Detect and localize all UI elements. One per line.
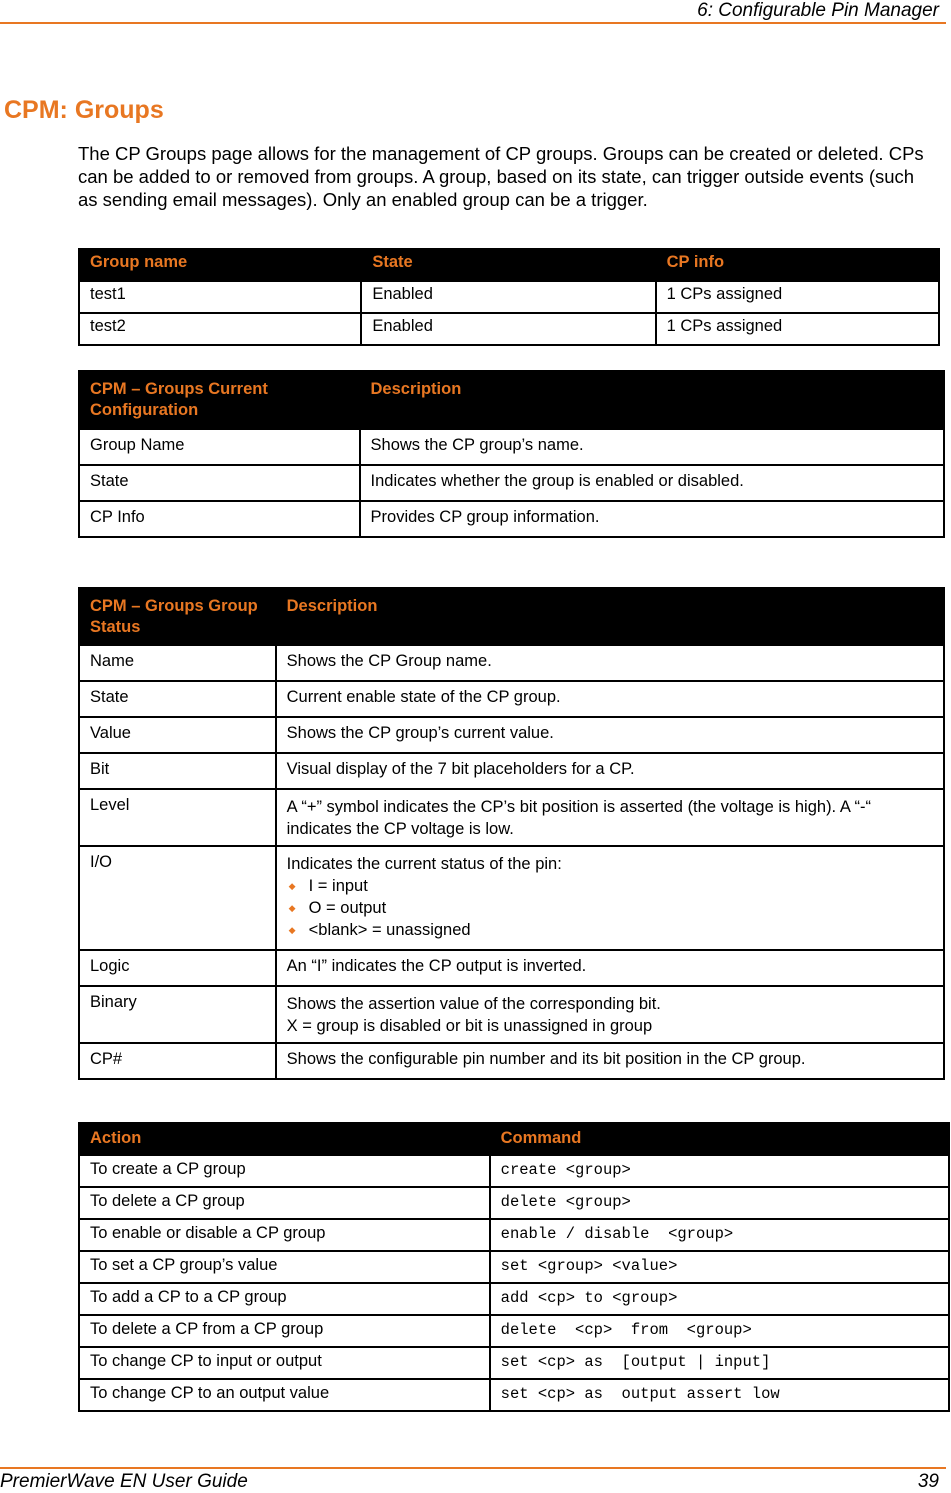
table-cell: To change CP to input or output [79, 1347, 490, 1379]
table-row [79, 501, 944, 537]
table-cell: test2 [79, 313, 361, 345]
table-cell: To change CP to an output value [79, 1379, 490, 1411]
table-row [79, 645, 944, 681]
table-cell: Shows the configurable pin number and its bit position in the CP group. [276, 1043, 944, 1079]
running-header: 6: Configurable Pin Manager [697, 0, 939, 21]
list-item: ◆ I = input [287, 875, 933, 897]
table-row [79, 1187, 949, 1219]
command-cell: delete <cp> from <group> [490, 1315, 949, 1347]
table-cell: State [79, 465, 360, 501]
table-cell: To delete a CP group [79, 1187, 490, 1219]
table-header-row [79, 371, 944, 429]
table-header-row [79, 1123, 949, 1155]
table-row [79, 429, 944, 465]
table-row [79, 1379, 949, 1411]
column-header: Description [360, 371, 944, 429]
intro-paragraph: The CP Groups page allows for the management of CP groups. Groups can be created or deleted. CPs can be added to or removed from groups. A group, based on its state, can trigger outside events (such as sending email messages). Only an enabled group can be a trigger. [78, 143, 924, 210]
table-row [79, 1155, 949, 1187]
command-cell: create <group> [490, 1155, 949, 1187]
table-cell: Name [79, 645, 276, 681]
table-row [79, 1347, 949, 1379]
table-row [79, 789, 944, 846]
table-row [79, 753, 944, 789]
table-cell: Level [79, 789, 276, 846]
column-header: Group name [79, 249, 361, 281]
table-cell: Shows the CP Group name. [276, 645, 944, 681]
table-cell: CP Info [79, 501, 360, 537]
footer-rule [0, 1467, 946, 1469]
table-row [79, 950, 944, 986]
table-cell: Shows the CP group’s name. [360, 429, 944, 465]
table-cell: To delete a CP from a CP group [79, 1315, 490, 1347]
table-cell: Binary [79, 986, 276, 1043]
table-cell: 1 CPs assigned [656, 281, 939, 313]
table-cell: An “I” indicates the CP output is inverted. [276, 950, 944, 986]
header-rule [0, 22, 946, 24]
list-item: ◆ <blank> = unassigned [287, 919, 933, 941]
command-table [78, 1122, 950, 1412]
command-cell: enable / disable <group> [490, 1219, 949, 1251]
table-cell: To add a CP to a CP group [79, 1283, 490, 1315]
table-cell: Value [79, 717, 276, 753]
io-intro: Indicates the current status of the pin: [286, 855, 562, 873]
table-cell: Logic [79, 950, 276, 986]
command-cell: delete <group> [490, 1187, 949, 1219]
binary-line-1: Shows the assertion value of the corresponding bit. [286, 995, 661, 1013]
table-row [79, 717, 944, 753]
table-cell [276, 986, 944, 1043]
table-row [79, 465, 944, 501]
table-row [79, 1219, 949, 1251]
config-table [78, 370, 945, 538]
table-cell: 1 CPs assigned [656, 313, 939, 345]
table-row [79, 1251, 949, 1283]
table-cell: To set a CP group’s value [79, 1251, 490, 1283]
table-cell [276, 846, 944, 950]
table-cell: Visual display of the 7 bit placeholders for a CP. [276, 753, 944, 789]
table-cell: Group Name [79, 429, 360, 465]
table-row [79, 1043, 944, 1079]
table-row [79, 986, 944, 1043]
io-bullet-list [287, 875, 933, 941]
command-cell: add <cp> to <group> [490, 1283, 949, 1315]
table-cell: Current enable state of the CP group. [276, 681, 944, 717]
table-row [79, 846, 944, 950]
status-table [78, 587, 945, 1080]
column-header: Action [79, 1123, 490, 1155]
list-item: ◆ O = output [287, 897, 933, 919]
table-cell: Bit [79, 753, 276, 789]
command-cell: set <group> <value> [490, 1251, 949, 1283]
table-cell: Indicates whether the group is enabled or disabled. [360, 465, 944, 501]
command-cell: set <cp> as [output | input] [490, 1347, 949, 1379]
binary-line-2: X = group is disabled or bit is unassigned in group [286, 1017, 653, 1035]
command-cell: set <cp> as output assert low [490, 1379, 949, 1411]
table-cell: CP# [79, 1043, 276, 1079]
table-cell: To enable or disable a CP group [79, 1219, 490, 1251]
column-header: CP info [656, 249, 939, 281]
table-cell: A “+” symbol indicates the CP’s bit position is asserted (the voltage is high). A “-“ indicates the CP voltage is low. [276, 789, 944, 846]
table-cell: Shows the CP group’s current value. [276, 717, 944, 753]
groups-table [78, 248, 940, 346]
column-header: CPM – Groups Group Status [79, 588, 276, 645]
page-number: 39 [917, 1471, 939, 1492]
table-row [79, 681, 944, 717]
table-cell: To create a CP group [79, 1155, 490, 1187]
table-row [79, 281, 939, 313]
column-header: Command [490, 1123, 949, 1155]
table-header-row [79, 588, 944, 645]
table-cell: Provides CP group information. [360, 501, 944, 537]
table-cell: Enabled [361, 313, 655, 345]
column-header: CPM – Groups Current Configuration [79, 371, 360, 429]
table-row [79, 1283, 949, 1315]
table-header-row [79, 249, 939, 281]
table-row [79, 313, 939, 345]
column-header: Description [276, 588, 944, 645]
column-header: State [361, 249, 655, 281]
table-cell: test1 [79, 281, 361, 313]
footer-guide-title: PremierWave EN User Guide [0, 1471, 248, 1492]
table-row [79, 1315, 949, 1347]
table-cell: I/O [79, 846, 276, 950]
section-title: CPM: Groups [4, 96, 164, 124]
table-cell: Enabled [361, 281, 655, 313]
table-cell: State [79, 681, 276, 717]
